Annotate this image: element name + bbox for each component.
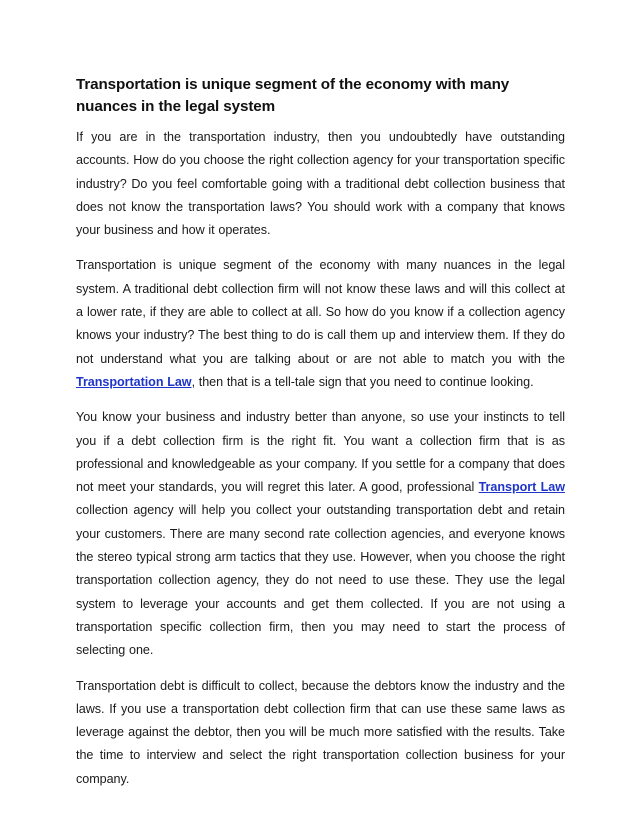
- paragraph-text: Transportation is unique segment of the economy with many nuances in the legal system. A traditional debt collection firm will not know these laws and will this collect at a lower rate, if they are able to collect at all. So how do you know if a collection agency knows your industry? The best thing to do is call them up and interview them. If they do not understand what you are talking about or are not able to match you with the: [76, 258, 565, 366]
- paragraph-intro: If you are in the transportation industry, then you undoubtedly have outstanding accounts. How do you choose the right collection agency for your transportation specific industry? Do you feel comfortable going with a traditional debt collection business that does not know the transportation laws? You should work with a company that knows your business and how it operates.: [76, 130, 565, 238]
- transportation-law-link[interactable]: Transportation Law: [76, 374, 192, 389]
- transport-law-link[interactable]: Transport Law: [478, 480, 565, 495]
- paragraph-text: collection agency will help you collect your outstanding transportation debt and retain your customers. There are many second rate collection agencies, and everyone knows the stereo typical strong arm tactics that they use. However, when you choose the right transportation collection agency, they do not need to use these. They use the legal system to leverage your accounts and get them collected. If you are not using a transportation specific collection firm, then you may need to start the process of selecting one.: [76, 503, 565, 658]
- paragraph-text: , then that is a tell-tale sign that you need to continue looking.: [191, 374, 534, 389]
- document-page: [76, 74, 565, 803]
- paragraph-know-your-business: [76, 406, 565, 662]
- paragraph-industry-nuances: [76, 254, 565, 394]
- page-title: Transportation is unique segment of the economy with many nuances in the legal system: [76, 76, 510, 115]
- paragraph-text: You know your business and industry better than anyone, so use your instincts to tell you if a debt collection firm is the right fit. You want a collection firm that is as professional and knowledgeable as your company. If you settle for a company that does not meet your standards, you will regret this later. A good, professional: [76, 410, 565, 495]
- paragraph-conclusion: Transportation debt is difficult to collect, because the debtors know the industry and the laws. If you use a transportation debt collection firm that can use these same laws as leverage against the debtor, then you will be much more satisfied with the results. Take the time to interview and select the right transportation collection business for your company.: [76, 678, 565, 786]
